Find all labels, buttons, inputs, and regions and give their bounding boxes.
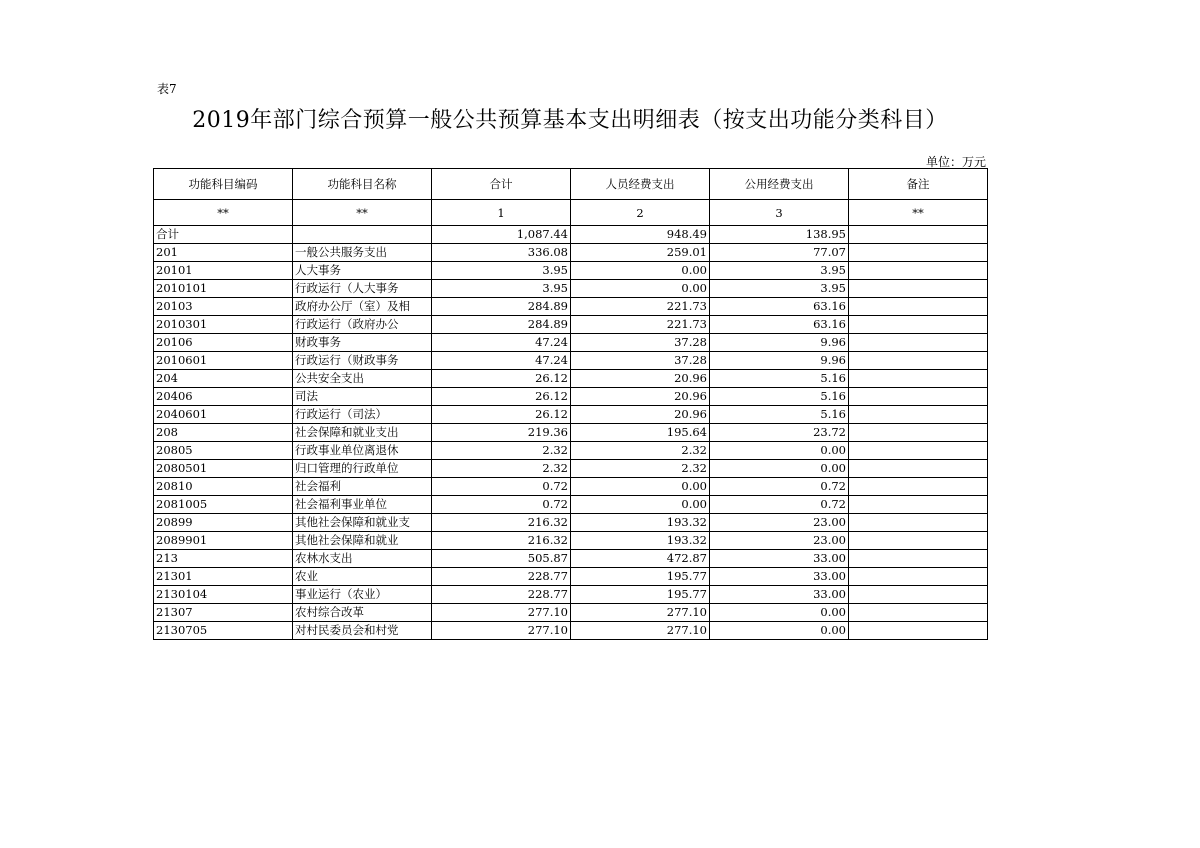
cell-personnel: 472.87 — [571, 550, 710, 568]
header-code: 功能科目编码 — [154, 169, 293, 200]
cell-name: 农林水支出 — [293, 550, 432, 568]
cell-total: 505.87 — [432, 550, 571, 568]
cell-personnel: 2.32 — [571, 460, 710, 478]
table-row — [154, 352, 988, 370]
table-row — [154, 604, 988, 622]
cell-total: 336.08 — [432, 244, 571, 262]
index-cell: 1 — [432, 200, 571, 226]
cell-public: 0.72 — [710, 496, 849, 514]
cell-name: 行政运行（司法） — [293, 406, 432, 424]
cell-public: 77.07 — [710, 244, 849, 262]
cell-personnel: 0.00 — [571, 280, 710, 298]
cell-public: 5.16 — [710, 370, 849, 388]
cell-note — [849, 622, 988, 640]
table-row — [154, 244, 988, 262]
cell-name: 行政事业单位离退休 — [293, 442, 432, 460]
table-row — [154, 388, 988, 406]
cell-personnel: 195.64 — [571, 424, 710, 442]
cell-personnel: 20.96 — [571, 370, 710, 388]
cell-name: 归口管理的行政单位 — [293, 460, 432, 478]
cell-personnel: 195.77 — [571, 568, 710, 586]
index-cell: ** — [849, 200, 988, 226]
cell-name: 对村民委员会和村党 — [293, 622, 432, 640]
cell-personnel: 221.73 — [571, 298, 710, 316]
cell-personnel: 948.49 — [571, 226, 710, 244]
cell-total: 277.10 — [432, 622, 571, 640]
cell-total: 219.36 — [432, 424, 571, 442]
header-note: 备注 — [849, 169, 988, 200]
cell-note — [849, 244, 988, 262]
cell-public: 33.00 — [710, 550, 849, 568]
table-row — [154, 424, 988, 442]
cell-public: 9.96 — [710, 334, 849, 352]
cell-public: 3.95 — [710, 262, 849, 280]
cell-code: 20899 — [154, 514, 293, 532]
header-total: 合计 — [432, 169, 571, 200]
cell-personnel: 193.32 — [571, 532, 710, 550]
cell-code: 20805 — [154, 442, 293, 460]
header-public: 公用经费支出 — [710, 169, 849, 200]
header-row — [154, 169, 988, 200]
cell-personnel: 37.28 — [571, 334, 710, 352]
cell-total: 216.32 — [432, 532, 571, 550]
cell-personnel: 20.96 — [571, 406, 710, 424]
cell-personnel: 193.32 — [571, 514, 710, 532]
table-row — [154, 514, 988, 532]
cell-public: 138.95 — [710, 226, 849, 244]
cell-note — [849, 514, 988, 532]
cell-code: 20406 — [154, 388, 293, 406]
cell-personnel: 195.77 — [571, 586, 710, 604]
cell-total: 47.24 — [432, 352, 571, 370]
cell-total: 228.77 — [432, 568, 571, 586]
cell-total: 284.89 — [432, 316, 571, 334]
cell-total: 26.12 — [432, 388, 571, 406]
cell-total: 2.32 — [432, 442, 571, 460]
table-row — [154, 262, 988, 280]
cell-name: 社会福利事业单位 — [293, 496, 432, 514]
cell-public: 3.95 — [710, 280, 849, 298]
cell-note — [849, 352, 988, 370]
cell-public: 63.16 — [710, 298, 849, 316]
cell-code: 21301 — [154, 568, 293, 586]
cell-total: 284.89 — [432, 298, 571, 316]
table-row — [154, 298, 988, 316]
cell-personnel: 37.28 — [571, 352, 710, 370]
cell-note — [849, 262, 988, 280]
cell-personnel: 0.00 — [571, 478, 710, 496]
table-row — [154, 622, 988, 640]
cell-code: 2130104 — [154, 586, 293, 604]
cell-code: 21307 — [154, 604, 293, 622]
cell-note — [849, 280, 988, 298]
cell-public: 23.00 — [710, 532, 849, 550]
cell-code: 20106 — [154, 334, 293, 352]
cell-code: 213 — [154, 550, 293, 568]
table-row — [154, 586, 988, 604]
cell-public: 23.00 — [710, 514, 849, 532]
cell-name — [293, 226, 432, 244]
cell-note — [849, 550, 988, 568]
table-row — [154, 334, 988, 352]
cell-code: 2010301 — [154, 316, 293, 334]
cell-code: 2040601 — [154, 406, 293, 424]
header-name: 功能科目名称 — [293, 169, 432, 200]
header-personnel: 人员经费支出 — [571, 169, 710, 200]
cell-personnel: 277.10 — [571, 622, 710, 640]
cell-note — [849, 478, 988, 496]
cell-personnel: 0.00 — [571, 496, 710, 514]
cell-note — [849, 388, 988, 406]
cell-total: 2.32 — [432, 460, 571, 478]
cell-public: 63.16 — [710, 316, 849, 334]
index-cell: ** — [293, 200, 432, 226]
cell-code: 208 — [154, 424, 293, 442]
cell-public: 23.72 — [710, 424, 849, 442]
index-cell: 3 — [710, 200, 849, 226]
cell-public: 33.00 — [710, 568, 849, 586]
cell-code: 20103 — [154, 298, 293, 316]
cell-code: 2081005 — [154, 496, 293, 514]
cell-note — [849, 442, 988, 460]
cell-personnel: 2.32 — [571, 442, 710, 460]
table-row — [154, 478, 988, 496]
table-row — [154, 532, 988, 550]
cell-note — [849, 604, 988, 622]
cell-name: 事业运行（农业） — [293, 586, 432, 604]
cell-public: 0.00 — [710, 622, 849, 640]
index-cell: ** — [154, 200, 293, 226]
cell-total: 3.95 — [432, 262, 571, 280]
cell-name: 行政运行（人大事务 — [293, 280, 432, 298]
cell-name: 一般公共服务支出 — [293, 244, 432, 262]
table-row — [154, 496, 988, 514]
cell-name: 社会保障和就业支出 — [293, 424, 432, 442]
cell-public: 0.00 — [710, 460, 849, 478]
cell-name: 行政运行（政府办公 — [293, 316, 432, 334]
table-row — [154, 316, 988, 334]
cell-name: 社会福利 — [293, 478, 432, 496]
table-row — [154, 568, 988, 586]
cell-code: 204 — [154, 370, 293, 388]
cell-code: 201 — [154, 244, 293, 262]
cell-personnel: 20.96 — [571, 388, 710, 406]
cell-note — [849, 424, 988, 442]
cell-note — [849, 496, 988, 514]
cell-total: 228.77 — [432, 586, 571, 604]
table-row — [154, 406, 988, 424]
cell-code: 2010101 — [154, 280, 293, 298]
index-cell: 2 — [571, 200, 710, 226]
cell-public: 0.00 — [710, 604, 849, 622]
cell-public: 0.00 — [710, 442, 849, 460]
cell-code: 20101 — [154, 262, 293, 280]
index-row — [154, 200, 988, 226]
cell-total: 26.12 — [432, 406, 571, 424]
cell-note — [849, 568, 988, 586]
cell-name: 其他社会保障和就业 — [293, 532, 432, 550]
cell-personnel: 221.73 — [571, 316, 710, 334]
table-row — [154, 550, 988, 568]
cell-total: 1,087.44 — [432, 226, 571, 244]
cell-public: 33.00 — [710, 586, 849, 604]
cell-public: 0.72 — [710, 478, 849, 496]
cell-name: 司法 — [293, 388, 432, 406]
cell-note — [849, 298, 988, 316]
cell-total: 216.32 — [432, 514, 571, 532]
cell-total: 277.10 — [432, 604, 571, 622]
table-row — [154, 226, 988, 244]
cell-name: 农村综合改革 — [293, 604, 432, 622]
cell-public: 9.96 — [710, 352, 849, 370]
cell-total: 3.95 — [432, 280, 571, 298]
cell-personnel: 259.01 — [571, 244, 710, 262]
cell-code: 2080501 — [154, 460, 293, 478]
cell-name: 人大事务 — [293, 262, 432, 280]
cell-total: 26.12 — [432, 370, 571, 388]
table-row — [154, 370, 988, 388]
cell-note — [849, 370, 988, 388]
cell-note — [849, 334, 988, 352]
cell-personnel: 277.10 — [571, 604, 710, 622]
cell-code: 20810 — [154, 478, 293, 496]
cell-note — [849, 532, 988, 550]
cell-public: 5.16 — [710, 406, 849, 424]
cell-personnel: 0.00 — [571, 262, 710, 280]
page-title: 2019年部门综合预算一般公共预算基本支出明细表（按支出功能分类科目） — [192, 108, 948, 133]
cell-note — [849, 406, 988, 424]
cell-note — [849, 226, 988, 244]
cell-name: 农业 — [293, 568, 432, 586]
cell-code: 合计 — [154, 226, 293, 244]
cell-name: 其他社会保障和就业支 — [293, 514, 432, 532]
table-row — [154, 460, 988, 478]
table-number: 表7 — [157, 82, 177, 96]
cell-name: 政府办公厅（室）及相 — [293, 298, 432, 316]
unit-label: 单位：万元 — [925, 155, 986, 169]
cell-name: 行政运行（财政事务 — [293, 352, 432, 370]
cell-total: 0.72 — [432, 496, 571, 514]
cell-total: 47.24 — [432, 334, 571, 352]
cell-code: 2130705 — [154, 622, 293, 640]
cell-public: 5.16 — [710, 388, 849, 406]
cell-note — [849, 586, 988, 604]
cell-note — [849, 460, 988, 478]
budget-table — [153, 168, 988, 640]
cell-name: 公共安全支出 — [293, 370, 432, 388]
cell-code: 2089901 — [154, 532, 293, 550]
cell-total: 0.72 — [432, 478, 571, 496]
cell-name: 财政事务 — [293, 334, 432, 352]
table-row — [154, 280, 988, 298]
table-row — [154, 442, 988, 460]
cell-note — [849, 316, 988, 334]
cell-code: 2010601 — [154, 352, 293, 370]
